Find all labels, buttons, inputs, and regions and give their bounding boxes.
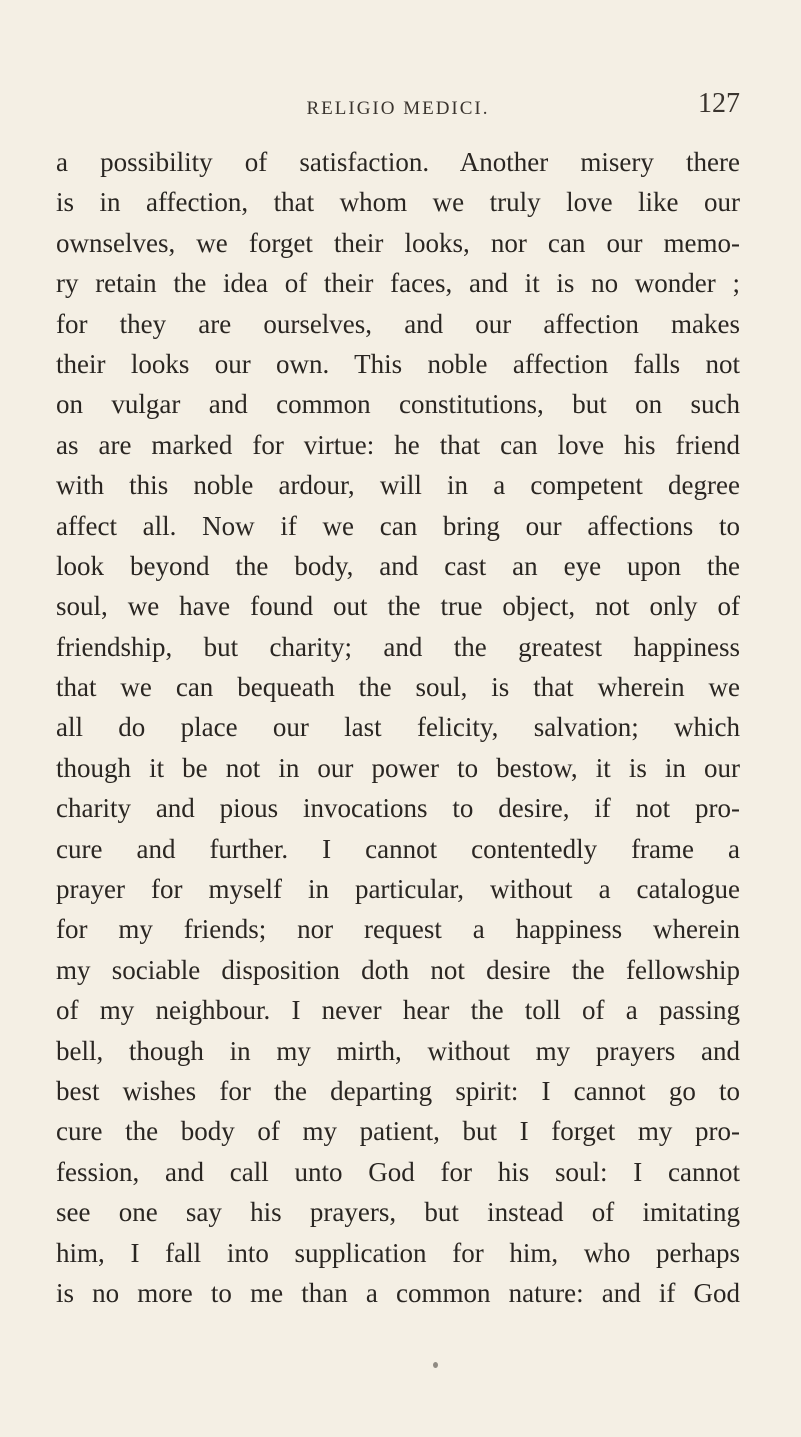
running-head [56, 88, 740, 128]
text-line: ownselves, we forget their looks, nor can our memo- [56, 227, 740, 258]
body-text [56, 142, 740, 1313]
ink-speck [433, 1362, 438, 1368]
text-line: their looks our own. This noble affection falls not [56, 348, 740, 379]
text-line: prayer for myself in particular, without a catalogue [56, 874, 740, 905]
text-line: all do place our last felicity, salvation; which [56, 712, 740, 743]
text-line: my sociable disposition doth not desire the fellowship [56, 954, 740, 985]
text-line: him, I fall into supplication for him, who perhaps [56, 1237, 740, 1268]
text-line: cure the body of my patient, but I forget my pro- [56, 1116, 740, 1147]
text-line: for they are ourselves, and our affection makes [56, 308, 740, 339]
running-title: RELIGIO MEDICI. [306, 98, 490, 119]
text-line: of my neighbour. I never hear the toll of a passing [56, 995, 740, 1026]
text-line: with this noble ardour, will in a competent degree [56, 470, 740, 501]
text-line: friendship, but charity; and the greatest happiness [56, 631, 740, 662]
text-line: best wishes for the departing spirit: I cannot go to [56, 1075, 740, 1106]
text-line: ry retain the idea of their faces, and it is no wonder ; [56, 268, 740, 299]
text-line: bell, though in my mirth, without my prayers and [56, 1035, 740, 1066]
text-line: that we can bequeath the soul, is that wherein we [56, 672, 740, 703]
text-line: is in affection, that whom we truly love like our [56, 187, 740, 218]
text-line: fession, and call unto God for his soul: I cannot [56, 1156, 740, 1187]
text-line: though it be not in our power to bestow, it is in our [56, 752, 740, 783]
text-line: affect all. Now if we can bring our affections to [56, 510, 740, 541]
text-line: on vulgar and common constitutions, but on such [56, 389, 740, 420]
text-line: for my friends; nor request a happiness wherein [56, 914, 740, 945]
text-line: is no more to me than a common nature: and if God [56, 1277, 740, 1308]
text-line: look beyond the body, and cast an eye upon the [56, 550, 740, 581]
text-line: soul, we have found out the true object, not only of [56, 591, 740, 622]
text-line: see one say his prayers, but instead of imitating [56, 1197, 740, 1228]
page-number: 127 [698, 88, 740, 119]
text-line: cure and further. I cannot contentedly frame a [56, 833, 740, 864]
text-line: a possibility of satisfaction. Another misery there [56, 147, 740, 177]
text-line: charity and pious invocations to desire, if not pro- [56, 793, 740, 824]
text-line: as are marked for virtue: he that can love his friend [56, 429, 740, 460]
